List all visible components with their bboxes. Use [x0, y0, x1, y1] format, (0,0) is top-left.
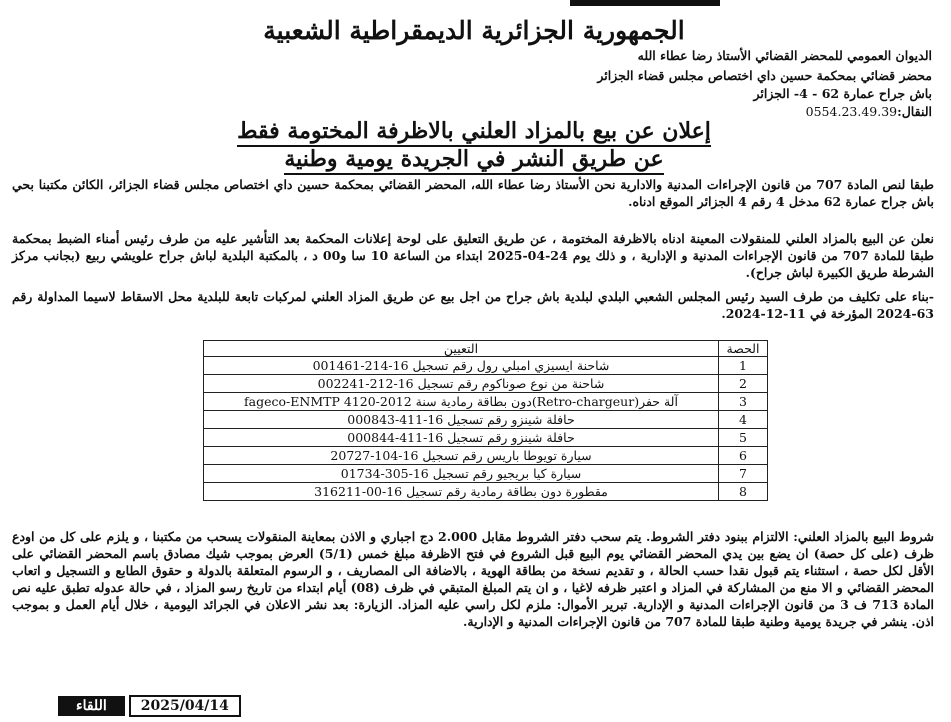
lot-number: 3 — [719, 393, 768, 411]
lot-description: شاحنة ايسيزي امبلي رول رقم تسجيل 16-214-001461 — [204, 357, 719, 375]
lot-number: 5 — [719, 429, 768, 447]
footer-strip — [58, 694, 241, 718]
table-row — [204, 465, 768, 483]
lot-number: 4 — [719, 411, 768, 429]
table-row — [204, 447, 768, 465]
lot-description: حافلة شينزو رقم تسجيل 16-411-000844 — [204, 429, 719, 447]
phone-line — [806, 104, 932, 119]
publication-date: 2025/04/14 — [129, 695, 241, 717]
court-name: محضر قضائي بمحكمة حسين داي اختصاص مجلس قضاء الجزائر — [597, 68, 932, 83]
sale-announcement-paragraph: نعلن عن البيع بالمزاد العلني للمنقولات المعينة ادناه بالاظرفة المختومة ، عن طريق التعليق على لوحة إعلانات المحكمة بعد التأشير عليه من طرف رئيس أمناء الضبط بمحكمة طبقا للمادة 707 من قانون الإجراءات المدنية و الإدارية ، و ذلك يوم 24-04-2025 ابتداء من الساعة 10 سا و00 د ، بالمكتبة البلدية لباش جراح علويشي ربيع (بجانب مركز الشرطة طريق الكبيرة لباش جراح). — [12, 231, 934, 280]
lot-description: سيارة تويوطا باريس رقم تسجيل 16-104-20727 — [204, 447, 719, 465]
table-row — [204, 357, 768, 375]
lot-number: 2 — [719, 375, 768, 393]
lot-number: 7 — [719, 465, 768, 483]
lot-description: حافلة شينزو رقم تسجيل 16-411-000843 — [204, 411, 719, 429]
lots-table — [203, 340, 768, 501]
phone-number: 0554.23.49.39 — [805, 104, 898, 119]
column-header-lot: الحصة — [719, 341, 768, 357]
office-name: الديوان العمومي للمحضر القضائي الأستاذ رضا عطاء الله — [637, 48, 932, 63]
table-row — [204, 411, 768, 429]
table-row — [204, 483, 768, 501]
column-header-description: التعيين — [204, 341, 719, 357]
mandate-paragraph: -بناء على تكليف من طرف السيد رئيس المجلس الشعبي البلدي لبلدية باش جراح من اجل بيع عن طريق المزاد العلني لمركبات تابعة للبلدية محل الاسقاط لاسيما المداولة رقم 63-2024 المؤرخة في 11-12-2024. — [12, 289, 934, 321]
table-row — [204, 393, 768, 411]
sale-conditions-paragraph: شروط البيع بالمزاد العلني: الالتزام ببنود دفتر الشروط. يتم سحب دفتر الشروط مقابل 2.000 دج اجباري و الاذن بمعاينة المنقولات يسحب من مكتبنا ، و يلزم على كل من اودع ظرف (على كل حصة) ان يضع بين يدي المحضر القضائي يوم البيع قبل الشروع في فتح الاظرفة مبلغ خمس (5/1) العرض بموجب شيك مصادق باسم المحضر القضائي على الأقل لكل حصة ، استثناء يتم قبول نقدا حسب الحالة ، و تقديم نسخة من بطاقة الهوية ، بالاضافة الى المصاريف ، و الرسوم المتعلقة بالدولة و حقوق الطابع و التسجيل و اتعاب المحضر القضائي و الا منع من المشاركة في المزاد و اعتبر ظرفه لاغيا ، و ان يتم المبلغ المتبقي في ظرف (08) أيام ابتداء من تاريخ رسو المزاد ، في حالة عدوله تطبق عليه نص المادة 713 ف 3 من قانون الإجراءات المدنية و الإدارية. تبرير الأموال: ملزم لكل راسي عليه المزاد. الزيارة: بعد نشر الاعلان في الجرائد اليومية ، خلال أيام العمل و بموجب اذن. ينشر في جريدة يومية وطنية طبقا للمادة 707 من قانون الإجراءات المدنية و الإدارية. — [12, 529, 935, 629]
lot-description: شاحنة من نوع صوناكوم رقم تسجيل 16-212-002241 — [204, 375, 719, 393]
legal-basis-paragraph: طبقا لنص المادة 707 من قانون الإجراءات المدنية والادارية نحن الأستاذ رضا عطاء الله، المحضر القضائي بمحكمة حسين داي اختصاص مجلس قضاء الجزائر، الكائن مكتبنا بحي باش جراح عمارة 62 مدخل 4 رقم 4 الجزائر الموقع ادناه. — [12, 177, 934, 209]
announcement-subtitle: عن طريق النشر في الجريدة يومية وطنية — [10, 146, 938, 172]
page-title: الجمهورية الجزائرية الديمقراطية الشعبية — [263, 16, 685, 45]
top-date-strip — [570, 0, 720, 6]
address: باش جراح عمارة 62 - 4- الجزائر — [753, 86, 932, 101]
lot-description: مقطورة دون بطاقة رمادية رقم تسجيل 16-00-316211 — [204, 483, 719, 501]
table-row — [204, 375, 768, 393]
lot-number: 8 — [719, 483, 768, 501]
table-header-row — [204, 341, 768, 357]
phone-label: النقال: — [897, 104, 932, 119]
document-page — [10, 0, 938, 722]
lot-number: 1 — [719, 357, 768, 375]
lot-number: 6 — [719, 447, 768, 465]
newspaper-label: اللقاء — [58, 696, 125, 716]
lot-description: سيارة كيا بريجيو رقم تسجيل 16-305-01734 — [204, 465, 719, 483]
announcement-title: إعلان عن بيع بالمزاد العلني بالاظرفة المختومة فقط — [10, 118, 938, 144]
lot-description: آلة حفر(Retro-chargeur)دون بطاقة رمادية سنة fageco-ENMTP 4120-2012 — [204, 393, 719, 411]
table-row — [204, 429, 768, 447]
